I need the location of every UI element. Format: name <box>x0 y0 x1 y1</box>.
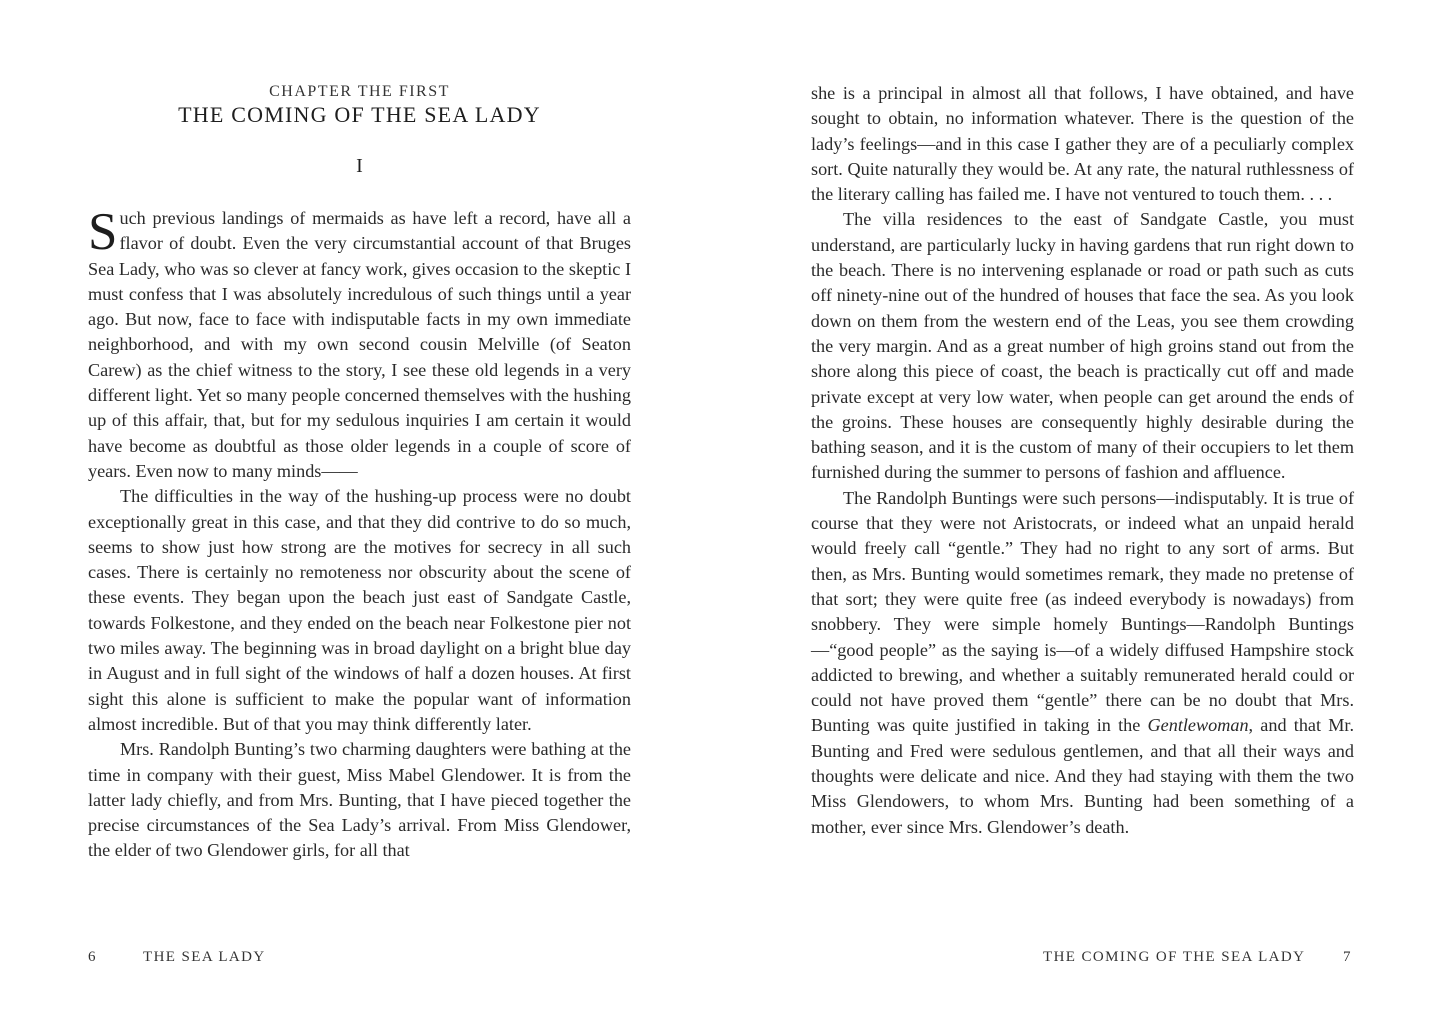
running-head-left: THE SEA LADY <box>143 949 266 965</box>
chapter-title: THE COMING OF THE SEA LADY <box>178 102 541 127</box>
paragraph: Mrs. Randolph Bunting’s two charming daughters were bathing at the time in company with their guest, Miss Mabel Glendower. It is from the latter lady chiefly, and from Mrs. Bunting, that I have pieced together the precise circumstances of the Sea Lady’s arrival. From Miss Glendower, the elder of two Glendower girls, for all that <box>88 739 631 861</box>
drop-cap: S <box>88 203 118 261</box>
paragraph: she is a principal in almost all that follows, I have obtained, and have sought to obtain, no information whatever. There is the question of the lady’s feelings—and in this case I gather they are of a peculiarly complex sort. Quite naturally they would be. At any rate, the natural ruthlessness of the literary calling has failed me. I have not ventured to touch them. . . . <box>811 83 1354 205</box>
paragraph <box>811 486 1354 840</box>
right-body-text <box>811 81 1354 840</box>
italic-title: Gentlewoman <box>1147 715 1249 736</box>
paragraph-text: , and that Mr. Bunting and Fred were sedulous gentlemen, and that all their ways and thoughts were delicate and nice. And they had staying with them the two Miss Glendowers, to whom Mrs. Bunting had been something of a mother, ever since Mrs. Glendower’s death. <box>811 715 1355 837</box>
section-number: I <box>356 155 363 177</box>
paragraph-text: uch previous landings of mermaids as have left a record, have all a flavor of doubt. Even the very circumstantial account of that Bruges Sea Lady, who was so clever at fancy work, gives occasion to the skeptic I must confess that I was absolutely incredulous of such things until a year ago. But now, face to face with indisputable facts in my own immediate neighborhood, and with my own second cousin Melville (of Seaton Carew) as the chief witness to the story, I see these old legends in a very different light. Yet so many people concerned themselves with the hushing up of this affair, that, but for my sedulous inquiries I am certain it would have become as doubtful as those older legends in a couple of score of years. Even now to many minds—— <box>88 208 631 481</box>
paragraph: The difficulties in the way of the hushing-up process were no doubt exceptionally great in this case, and that they did contrive to do so much, seems to show just how strong are the motives for secrecy in all such cases. There is certainly no remoteness nor obscurity about the scene of these events. They began upon the beach just east of Sandgate Castle, towards Folkestone, and they ended on the beach near Folkestone pier not two miles away. The beginning was in broad daylight on a bright blue day in August and in full sight of the windows of half a dozen houses. At first sight this alone is sufficient to make the popular want of information almost incredible. But of that you may think differently later. <box>88 486 631 734</box>
left-body-text <box>88 203 631 864</box>
paragraph: The villa residences to the east of Sandgate Castle, you must understand, are particularly lucky in having gardens that run right down to the beach. There is no intervening esplanade or road or path such as cuts off ninety-nine out of the hundred of houses that face the sea. As you look down on them from the western end of the Leas, you see them crowding the very margin. And as a great number of high groins stand out from the shore along this piece of coast, the beach is practically cut off and made private except at very low water, when people can get around the ends of the groins. These houses are consequently highly desirable during the bathing season, and it is the custom of many of their occupiers to let them furnished during the summer to persons of fashion and affluence. <box>811 209 1354 483</box>
page-number-right: 7 <box>1343 949 1352 965</box>
paragraph-text: The Randolph Buntings were such persons—indisputably. It is true of course that they were not Aristocrats, or indeed what an unpaid herald would freely call “gentle.” They had no right to any sort of arms. But then, as Mrs. Bunting would sometimes remark, they made no pretense of that sort; they were quite free (as indeed everybody is nowadays) from snobbery. They were simple homely Buntings—Randolph Buntings—“good people” as the saying is—of a widely diffused Hampshire stock addicted to brewing, and whether a suitably remunerated herald could or could not have proved them “gentle” there can be no doubt that Mrs. Bunting was quite justified in taking in the <box>811 487 1354 736</box>
chapter-label: CHAPTER THE FIRST <box>269 83 450 100</box>
paragraph <box>88 203 631 484</box>
page-number-left: 6 <box>88 949 97 965</box>
running-head-right: THE COMING OF THE SEA LADY <box>1043 949 1306 965</box>
